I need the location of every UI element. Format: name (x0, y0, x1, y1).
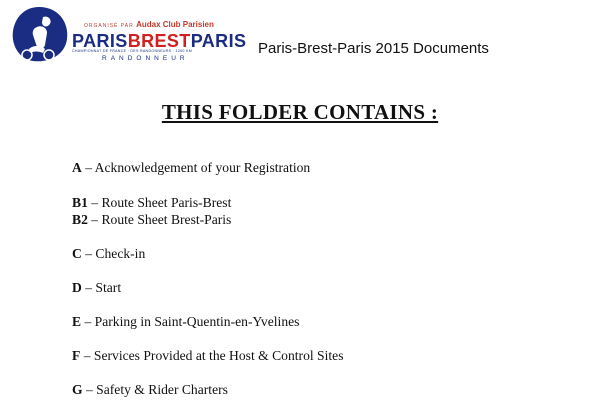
list-item (72, 313, 343, 330)
logo-randonneur: RANDONNEUR (102, 55, 189, 62)
item-text: Safety & Rider Charters (96, 382, 228, 397)
item-code: B1 (72, 195, 88, 210)
item-code: C (72, 246, 82, 261)
cyclist-emblem-icon (9, 5, 71, 65)
folder-title: THIS FOLDER CONTAINS : (161, 100, 439, 124)
item-code: G (72, 382, 83, 397)
item-code: F (72, 348, 81, 363)
logo-tagline: CHAMPIONNAT DE FRANCE · DES RANDONNEURS · 1200 KM (72, 49, 192, 53)
item-separator: – (87, 212, 102, 227)
list-item (72, 211, 343, 228)
item-text: Start (95, 280, 122, 295)
list-item (72, 381, 343, 398)
list-item (72, 245, 343, 262)
item-text: Acknowledgement of your Registration (94, 160, 311, 175)
item-separator: – (82, 382, 97, 397)
logo-organiser (84, 20, 214, 29)
logo-club-name: Audax Club Parisien (136, 20, 214, 29)
item-separator: – (80, 348, 94, 363)
folder-contents-list (72, 159, 343, 398)
list-item (72, 279, 343, 296)
item-text: Services Provided at the Host & Control Sites (93, 348, 344, 363)
item-text: Check-in (95, 246, 146, 261)
paris-brest-paris-logo (0, 0, 250, 72)
item-text: Parking in Saint-Quentin-en-Yvelines (94, 314, 300, 329)
list-item (72, 159, 343, 176)
item-separator: – (81, 280, 96, 295)
item-separator: – (81, 160, 95, 175)
item-code: D (72, 280, 82, 295)
list-item (72, 194, 343, 211)
item-text: Route Sheet Paris-Brest (101, 195, 232, 210)
item-text: Route Sheet Brest-Paris (101, 212, 232, 227)
item-separator: – (81, 314, 95, 329)
item-code: E (72, 314, 82, 329)
logo-word-paris-right: PARIS (190, 31, 247, 51)
logo-organised-by: ORGANISÉ PAR (84, 23, 134, 29)
logo-word-brest: BREST (127, 31, 191, 51)
item-separator: – (87, 195, 102, 210)
item-code: A (72, 160, 82, 175)
document-header-title: Paris-Brest-Paris 2015 Documents (258, 40, 489, 57)
logo-word-paris-left: PARIS (72, 31, 128, 51)
item-separator: – (81, 246, 96, 261)
list-item (72, 347, 343, 364)
item-code: B2 (72, 212, 88, 227)
